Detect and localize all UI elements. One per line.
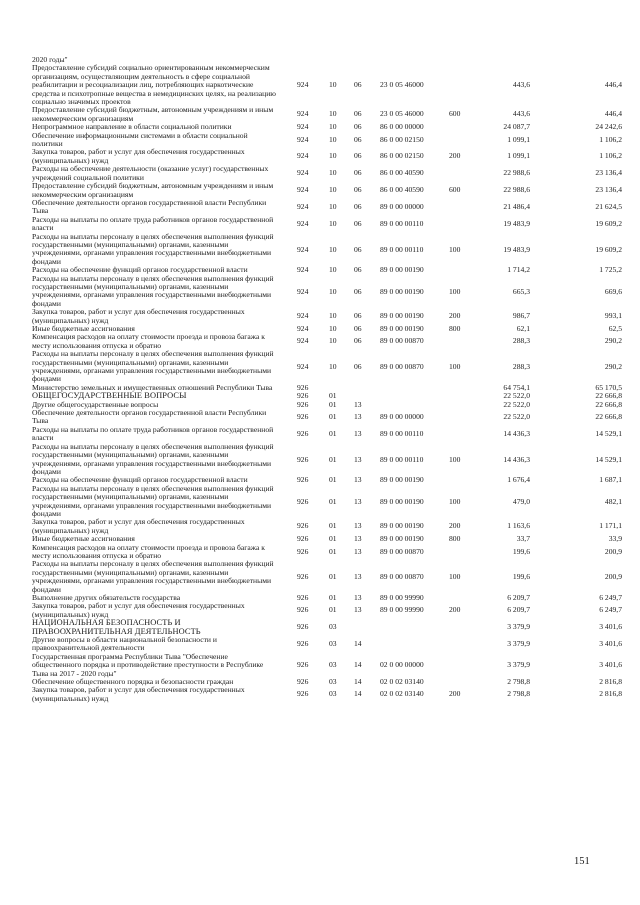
table-row	[32, 350, 622, 384]
amount-year-2: 2 816,8	[599, 677, 622, 687]
subsection-code: 13	[354, 521, 362, 531]
section-code: 01	[329, 546, 337, 556]
expense-type-code: 100	[449, 244, 461, 254]
target-article-code: 89 0 00 00190	[380, 286, 424, 296]
ministry-code: 926	[297, 391, 309, 401]
section-code: 01	[329, 475, 337, 485]
amount-year-1: 3 379,9	[507, 659, 530, 669]
amount-year-1: 1 714,2	[507, 265, 530, 275]
ministry-code: 926	[297, 605, 309, 615]
expense-type-code: 800	[449, 324, 461, 333]
amount-year-2: 62,5	[608, 324, 622, 333]
section-code: 03	[329, 689, 337, 699]
ministry-code: 926	[297, 534, 309, 544]
expense-type-code: 600	[449, 109, 461, 119]
table-row	[32, 233, 622, 267]
amount-year-1: 3 379,9	[507, 622, 530, 632]
row-name: Расходы на обеспечение деятельности (оказание услуг) государственных учреждений социальной политики	[32, 164, 269, 182]
row-name: Расходы на выплаты персоналу в целях обеспечения выполнения функций государственными (муниципальными) органами, казенными учреждениями, органами управления государственными внебюджетными фондами	[32, 441, 274, 476]
row-name: Государственная программа Республики Тыва "Обеспечение общественного порядка и противодействие преступности в Республике Тыва на 2017 - 2020 годы"	[32, 651, 264, 678]
section-code: 01	[329, 593, 337, 602]
target-article-code: 23 0 05 46000	[380, 109, 424, 119]
section-code: 01	[329, 412, 337, 422]
row-name: Закупка товаров, работ и услуг для обеспечения государственных (муниципальных) нужд	[32, 307, 245, 325]
amount-year-1: 288,3	[512, 336, 530, 346]
ministry-code: 924	[297, 109, 309, 119]
ministry-code: 924	[297, 122, 309, 132]
ministry-code: 924	[297, 185, 309, 195]
amount-year-1: 1 099,1	[507, 151, 530, 161]
subsection-code: 13	[354, 534, 362, 544]
row-name: Компенсация расходов на оплату стоимости проезда и провоза багажа к месту использования отпуска и обратно	[32, 332, 265, 350]
subsection-code: 14	[354, 677, 362, 687]
expense-type-code: 200	[449, 151, 461, 161]
amount-year-1: 199,6	[512, 546, 530, 556]
target-article-code: 86 0 00 02150	[380, 151, 424, 161]
ministry-code: 926	[297, 454, 309, 464]
target-article-code: 86 0 00 40590	[380, 185, 424, 195]
amount-year-2: 19 609,2	[595, 244, 622, 254]
subsection-code: 06	[354, 168, 362, 178]
ministry-code: 926	[297, 412, 309, 422]
section-code: 10	[329, 265, 337, 275]
expense-type-code: 200	[449, 311, 461, 321]
amount-year-2: 22 666,8	[595, 399, 622, 409]
amount-year-1: 1 099,1	[507, 134, 530, 144]
table-row	[32, 653, 622, 678]
amount-year-2: 65 170,5	[595, 382, 622, 392]
section-code: 10	[329, 311, 337, 321]
subsection-code: 06	[354, 151, 362, 161]
amount-year-2: 14 529,1	[595, 454, 622, 464]
amount-year-2: 1 171,1	[599, 521, 622, 531]
table-row	[32, 619, 622, 636]
table-row	[32, 426, 622, 443]
table-row	[32, 308, 622, 325]
subsection-code: 13	[354, 546, 362, 556]
ministry-code: 924	[297, 134, 309, 144]
amount-year-2: 446,4	[604, 80, 622, 90]
amount-year-2: 200,9	[604, 572, 622, 582]
amount-year-1: 14 436,3	[503, 454, 530, 464]
amount-year-1: 62,1	[516, 324, 530, 333]
table-row	[32, 686, 622, 703]
subsection-code: 06	[354, 265, 362, 275]
ministry-code: 924	[297, 265, 309, 275]
subsection-code: 06	[354, 185, 362, 195]
amount-year-1: 64 754,1	[503, 382, 530, 392]
section-code: 03	[329, 659, 337, 669]
subsection-code: 06	[354, 218, 362, 228]
target-article-code: 89 0 00 00870	[380, 362, 424, 372]
ministry-code: 926	[297, 546, 309, 556]
subsection-code: 13	[354, 454, 362, 464]
section-code: 10	[329, 244, 337, 254]
subsection-code: 06	[354, 362, 362, 372]
amount-year-2: 24 242,6	[595, 122, 622, 132]
expense-type-code: 200	[449, 521, 461, 531]
amount-year-1: 288,3	[512, 362, 530, 372]
section-code: 03	[329, 677, 337, 687]
section-code: 01	[329, 521, 337, 531]
expense-type-code: 800	[449, 534, 461, 544]
ministry-code: 924	[297, 151, 309, 161]
amount-year-1: 443,6	[512, 80, 530, 90]
ministry-code: 924	[297, 311, 309, 321]
subsection-code: 13	[354, 412, 362, 422]
subsection-code: 13	[354, 475, 362, 485]
target-article-code: 89 0 00 99990	[380, 593, 424, 602]
amount-year-2: 1 687,1	[599, 475, 622, 485]
amount-year-2: 3 401,6	[599, 659, 622, 669]
ministry-code: 926	[297, 521, 309, 531]
subsection-code: 13	[354, 593, 362, 602]
amount-year-1: 665,3	[512, 286, 530, 296]
amount-year-2: 3 401,6	[599, 639, 622, 649]
amount-year-1: 19 483,9	[503, 218, 530, 228]
table-row	[32, 544, 622, 561]
section-code: 01	[329, 605, 337, 615]
section-code: 10	[329, 151, 337, 161]
ministry-code: 924	[297, 218, 309, 228]
ministry-code: 926	[297, 572, 309, 582]
table-row	[32, 199, 622, 216]
target-article-code: 02 0 02 03140	[380, 689, 424, 699]
target-article-code: 89 0 00 00190	[380, 265, 424, 275]
ministry-code: 926	[297, 382, 309, 392]
subsection-code: 06	[354, 122, 362, 132]
row-name: Расходы на выплаты персоналу в целях обеспечения выполнения функций государственными (муниципальными) органами, казенными учреждениями, органами управления государственными внебюджетными фондами	[32, 349, 274, 384]
amount-year-2: 23 136,4	[595, 168, 622, 178]
target-article-code: 89 0 00 00190	[380, 324, 424, 333]
ministry-code: 924	[297, 201, 309, 211]
subsection-code: 13	[354, 605, 362, 615]
amount-year-2: 482,1	[604, 496, 622, 506]
target-article-code: 86 0 00 02150	[380, 134, 424, 144]
section-code: 03	[329, 622, 337, 632]
amount-year-2: 1 106,2	[599, 134, 622, 144]
expense-type-code: 100	[449, 286, 461, 296]
expense-type-code: 100	[449, 496, 461, 506]
amount-year-1: 22 988,6	[503, 168, 530, 178]
table-row	[32, 275, 622, 309]
amount-year-2: 3 401,6	[599, 622, 622, 632]
ministry-code: 926	[297, 622, 309, 632]
row-name: Выполнение других обязательств государства	[32, 593, 181, 602]
row-name: 2020 годы"	[32, 55, 68, 64]
section-code: 10	[329, 80, 337, 90]
amount-year-1: 21 486,4	[503, 201, 530, 211]
target-article-code: 89 0 00 00110	[380, 454, 424, 464]
subsection-code: 13	[354, 428, 362, 438]
ministry-code: 926	[297, 593, 309, 602]
section-code: 03	[329, 639, 337, 649]
row-name: Министерство земельных и имущественных отношений Республики Тыва	[32, 382, 273, 392]
section-code: 01	[329, 534, 337, 544]
subsection-code: 06	[354, 336, 362, 346]
amount-year-1: 22 522,0	[503, 399, 530, 409]
row-name: НАЦИОНАЛЬНАЯ БЕЗОПАСНОСТЬ И ПРАВООХРАНИТЕЛЬНАЯ ДЕЯТЕЛЬНОСТЬ	[32, 618, 201, 636]
amount-year-2: 669,6	[604, 286, 622, 296]
row-name: Закупка товаров, работ и услуг для обеспечения государственных (муниципальных) нужд	[32, 147, 245, 165]
subsection-code: 14	[354, 659, 362, 669]
amount-year-2: 14 529,1	[595, 428, 622, 438]
ministry-code: 924	[297, 324, 309, 333]
row-name: Закупка товаров, работ и услуг для обеспечения государственных (муниципальных) нужд	[32, 685, 245, 703]
section-code: 01	[329, 572, 337, 582]
row-name: Обеспечение деятельности органов государственной власти Республики Тыва	[32, 197, 267, 216]
amount-year-1: 479,0	[512, 496, 530, 506]
row-name: Расходы на выплаты персоналу в целях обеспечения выполнения функций государственными (муниципальными) органами, казенными учреждениями, органами управления государственными внебюджетными фондами	[32, 273, 274, 308]
row-name: Непрограммное направление в области социальной политики	[32, 122, 232, 132]
table-row	[32, 64, 622, 106]
amount-year-2: 23 136,4	[595, 185, 622, 195]
row-name: Обеспечение информационными системами в области социальной политики	[32, 130, 248, 149]
expense-type-code: 200	[449, 605, 461, 615]
ministry-code: 924	[297, 168, 309, 178]
amount-year-2: 6 249,7	[599, 605, 622, 615]
ministry-code: 924	[297, 244, 309, 254]
amount-year-2: 6 249,7	[599, 593, 622, 602]
expense-type-code: 100	[449, 454, 461, 464]
amount-year-1: 22 522,0	[503, 391, 530, 401]
subsection-code: 13	[354, 572, 362, 582]
row-name: Другие вопросы в области национальной безопасности и правоохранительной деятельности	[32, 635, 217, 653]
amount-year-2: 22 666,8	[595, 412, 622, 422]
amount-year-1: 6 209,7	[507, 605, 530, 615]
row-name: Иные бюджетные ассигнования	[32, 534, 135, 544]
section-code: 01	[329, 428, 337, 438]
table-row	[32, 518, 622, 535]
row-name: Расходы на выплаты по оплате труда работников органов государственной власти	[32, 214, 274, 233]
ministry-code: 926	[297, 659, 309, 669]
target-article-code: 89 0 00 00870	[380, 336, 424, 346]
row-name: Предоставление субсидий бюджетным, автономным учреждениям и иным некоммерческим организациям	[32, 105, 274, 123]
expense-type-code: 100	[449, 362, 461, 372]
amount-year-2: 1 106,2	[599, 151, 622, 161]
subsection-code: 14	[354, 639, 362, 649]
table-row	[32, 409, 622, 426]
target-article-code: 89 0 00 99990	[380, 605, 424, 615]
ministry-code: 924	[297, 80, 309, 90]
amount-year-1: 2 798,8	[507, 689, 530, 699]
row-name: Иные бюджетные ассигнования	[32, 324, 135, 333]
table-row	[32, 132, 622, 149]
table-row	[32, 636, 622, 653]
table-row	[32, 165, 622, 182]
target-article-code: 89 0 00 00190	[380, 534, 424, 544]
row-name: Расходы на обеспечение функций органов государственной власти	[32, 475, 248, 485]
amount-year-1: 6 209,7	[507, 593, 530, 602]
subsection-code: 06	[354, 324, 362, 333]
section-code: 10	[329, 362, 337, 372]
row-name: Обеспечение общественного порядка и безопасности граждан	[32, 677, 234, 687]
row-name: Предоставление субсидий бюджетным, автономным учреждениям и иным некоммерческим организациям	[32, 181, 274, 199]
subsection-code: 14	[354, 689, 362, 699]
row-name: Расходы на выплаты по оплате труда работников органов государственной власти	[32, 424, 274, 443]
section-code: 10	[329, 185, 337, 195]
ministry-code: 926	[297, 496, 309, 506]
target-article-code: 89 0 00 00190	[380, 311, 424, 321]
amount-year-1: 19 483,9	[503, 244, 530, 254]
row-name: Обеспечение деятельности органов государственной власти Республики Тыва	[32, 408, 267, 426]
table-row	[32, 216, 622, 233]
target-article-code: 89 0 00 00110	[380, 218, 424, 228]
row-name: ОБЩЕГОСУДАРСТВЕННЫЕ ВОПРОСЫ	[32, 391, 187, 401]
amount-year-1: 1 163,6	[507, 521, 530, 531]
subsection-code: 06	[354, 311, 362, 321]
row-name: Расходы на выплаты персоналу в целях обеспечения выполнения функций государственными (муниципальными) органами, казенными учреждениями, органами управления государственными внебюджетными фондами	[32, 559, 274, 594]
subsection-code: 13	[354, 496, 362, 506]
target-article-code: 89 0 00 00190	[380, 475, 424, 485]
section-code: 10	[329, 218, 337, 228]
expense-type-code: 600	[449, 185, 461, 195]
table-row	[32, 602, 622, 619]
subsection-code: 06	[354, 80, 362, 90]
row-name: Расходы на выплаты персоналу в целях обеспечения выполнения функций государственными (муниципальными) органами, казенными учреждениями, органами управления государственными внебюджетными фондами	[32, 231, 274, 266]
amount-year-2: 290,2	[604, 362, 622, 372]
amount-year-1: 14 436,3	[503, 428, 530, 438]
row-name: Закупка товаров, работ и услуг для обеспечения государственных (муниципальных) нужд	[32, 517, 245, 535]
target-article-code: 23 0 05 46000	[380, 80, 424, 90]
section-code: 01	[329, 399, 337, 409]
ministry-code: 924	[297, 362, 309, 372]
expense-type-code: 100	[449, 572, 461, 582]
target-article-code: 86 0 00 00000	[380, 122, 424, 132]
amount-year-1: 22 988,6	[503, 185, 530, 195]
amount-year-1: 986,7	[512, 311, 530, 321]
amount-year-2: 200,9	[604, 546, 622, 556]
section-code: 10	[329, 109, 337, 119]
target-article-code: 02 0 00 00000	[380, 659, 424, 669]
budget-table	[32, 56, 622, 703]
section-code: 10	[329, 336, 337, 346]
amount-year-1: 443,6	[512, 109, 530, 119]
section-code: 10	[329, 286, 337, 296]
row-name: Предоставление субсидий социально ориентированным некоммерческим организациям, осуществляющим деятельность в сфере социальной реабилитации и ресоциализации лиц, потребляющих наркотические средства и психотропные вещества в немедицинских целях, на реализацию социально значимых проектов	[32, 63, 276, 107]
section-code: 01	[329, 391, 337, 401]
amount-year-2: 446,4	[604, 109, 622, 119]
row-name: Закупка товаров, работ и услуг для обеспечения государственных (муниципальных) нужд	[32, 601, 245, 619]
target-article-code: 89 0 00 00000	[380, 412, 424, 422]
table-row	[32, 485, 622, 519]
amount-year-1: 199,6	[512, 572, 530, 582]
target-article-code: 86 0 00 40590	[380, 168, 424, 178]
section-code: 01	[329, 496, 337, 506]
section-code: 10	[329, 122, 337, 132]
target-article-code: 89 0 00 00870	[380, 572, 424, 582]
row-name: Расходы на выплаты персоналу в целях обеспечения выполнения функций государственными (муниципальными) органами, казенными учреждениями, органами управления государственными внебюджетными фондами	[32, 483, 274, 518]
target-article-code: 89 0 00 00190	[380, 521, 424, 531]
target-article-code: 89 0 00 00870	[380, 546, 424, 556]
table-row	[32, 443, 622, 477]
row-name: Другие общегосударственные вопросы	[32, 399, 159, 409]
target-article-code: 02 0 02 03140	[380, 677, 424, 687]
ministry-code: 926	[297, 428, 309, 438]
ministry-code: 926	[297, 475, 309, 485]
amount-year-1: 2 798,8	[507, 677, 530, 687]
amount-year-2: 2 816,8	[599, 689, 622, 699]
ministry-code: 924	[297, 286, 309, 296]
table-row	[32, 333, 622, 350]
amount-year-2: 21 624,5	[595, 201, 622, 211]
amount-year-2: 290,2	[604, 336, 622, 346]
target-article-code: 89 0 00 00110	[380, 428, 424, 438]
amount-year-1: 3 379,9	[507, 639, 530, 649]
table-row	[32, 148, 622, 165]
subsection-code: 06	[354, 201, 362, 211]
section-code: 10	[329, 324, 337, 333]
target-article-code: 89 0 00 00000	[380, 201, 424, 211]
amount-year-1: 24 087,7	[503, 122, 530, 132]
ministry-code: 926	[297, 689, 309, 699]
amount-year-1: 33,7	[516, 534, 530, 544]
table-row	[32, 182, 622, 199]
amount-year-2: 22 666,8	[595, 391, 622, 401]
table-row	[32, 560, 622, 594]
amount-year-2: 993,1	[604, 311, 622, 321]
ministry-code: 926	[297, 399, 309, 409]
amount-year-2: 19 609,2	[595, 218, 622, 228]
row-name: Компенсация расходов на оплату стоимости проезда и провоза багажа к месту использования отпуска и обратно	[32, 542, 265, 560]
subsection-code: 06	[354, 244, 362, 254]
section-code: 10	[329, 168, 337, 178]
amount-year-1: 22 522,0	[503, 412, 530, 422]
subsection-code: 06	[354, 286, 362, 296]
page-number: 151	[574, 856, 590, 867]
amount-year-2: 33,9	[608, 534, 622, 544]
section-code: 10	[329, 201, 337, 211]
subsection-code: 13	[354, 399, 362, 409]
subsection-code: 06	[354, 109, 362, 119]
row-name: Расходы на обеспечение функций органов государственной власти	[32, 265, 248, 275]
target-article-code: 89 0 00 00110	[380, 244, 424, 254]
ministry-code: 926	[297, 677, 309, 687]
target-article-code: 89 0 00 00190	[380, 496, 424, 506]
ministry-code: 926	[297, 639, 309, 649]
subsection-code: 06	[354, 134, 362, 144]
expense-type-code: 200	[449, 689, 461, 699]
amount-year-2: 1 725,2	[599, 265, 622, 275]
table-row	[32, 106, 622, 123]
ministry-code: 924	[297, 336, 309, 346]
section-code: 01	[329, 454, 337, 464]
amount-year-1: 1 676,4	[507, 475, 530, 485]
section-code: 10	[329, 134, 337, 144]
